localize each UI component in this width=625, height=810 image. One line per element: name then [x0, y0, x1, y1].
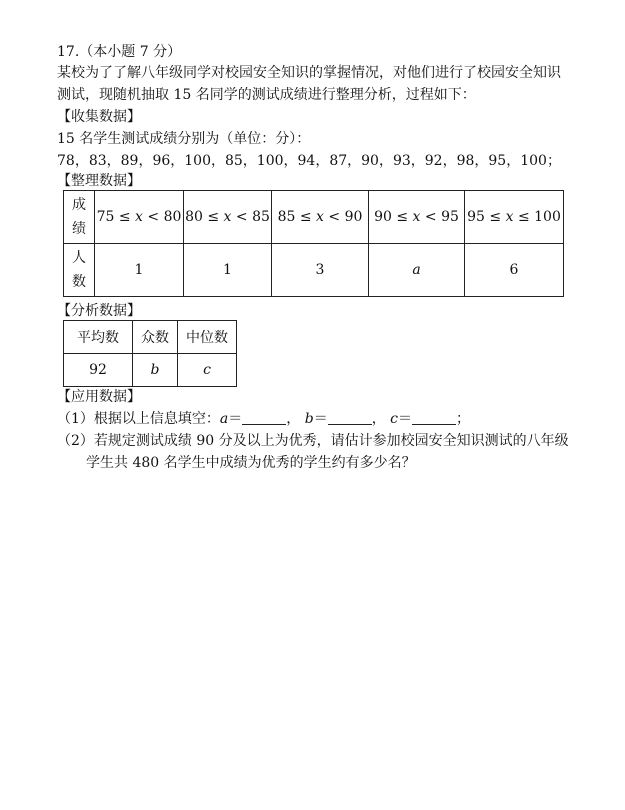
collect-heading: 【收集数据】	[57, 109, 141, 125]
mean-value: 92	[64, 354, 133, 387]
count-cell: a	[369, 244, 465, 297]
median-value: c	[178, 354, 237, 387]
problem-title	[57, 42, 181, 62]
answer-blank-a[interactable]	[242, 410, 286, 425]
answer-blank-b[interactable]	[328, 410, 372, 425]
question-2-line-1: （2）若规定测试成绩 90 分及以上为优秀，请估计参加校园安全知识测试的八年级	[57, 433, 569, 449]
frequency-table	[63, 190, 564, 297]
problem-number: 17.	[57, 44, 80, 60]
analyze-heading: 【分析数据】	[57, 303, 141, 319]
range-cell: 85 ≤ x < 90	[272, 191, 369, 244]
median-header: 中位数	[178, 321, 237, 354]
count-row-header: 人 数	[64, 244, 95, 297]
question-1: （1）根据以上信息填空：a＝ ， b＝ ， c＝ ；	[57, 411, 470, 427]
collect-description: 15 名学生测试成绩分别为（单位：分）：	[57, 131, 311, 147]
count-row	[64, 244, 564, 297]
range-cell: 75 ≤ x < 80	[95, 191, 184, 244]
count-cell: 6	[465, 244, 564, 297]
answer-blank-c[interactable]	[412, 410, 456, 425]
count-cell: 3	[272, 244, 369, 297]
stats-value-row	[64, 354, 237, 387]
count-cell: 1	[95, 244, 184, 297]
mean-header: 平均数	[64, 321, 133, 354]
intro-line-2: 测试，现随机抽取 15 名同学的测试成绩进行整理分析，过程如下：	[57, 87, 476, 103]
range-row-header: 成 绩	[64, 191, 95, 244]
mode-value: b	[133, 354, 178, 387]
count-cell: 1	[184, 244, 272, 297]
organize-heading: 【整理数据】	[57, 173, 141, 189]
score-list: 78，83，89，96，100，85，100，94，87，90，93，92，98，95，100；	[57, 153, 561, 169]
apply-heading: 【应用数据】	[57, 389, 141, 405]
range-row	[64, 191, 564, 244]
problem-points: （本小题 7 分）	[79, 44, 182, 60]
statistics-table	[63, 320, 237, 387]
range-cell: 95 ≤ x ≤ 100	[465, 191, 564, 244]
question-2-line-2: 学生共 480 名学生中成绩为优秀的学生约有多少名？	[86, 455, 416, 471]
mode-header: 众数	[133, 321, 178, 354]
range-cell: 80 ≤ x < 85	[184, 191, 272, 244]
range-cell: 90 ≤ x < 95	[369, 191, 465, 244]
intro-line-1: 某校为了了解八年级同学对校园安全知识的掌握情况，对他们进行了校园安全知识	[57, 65, 561, 81]
stats-header-row	[64, 321, 237, 354]
